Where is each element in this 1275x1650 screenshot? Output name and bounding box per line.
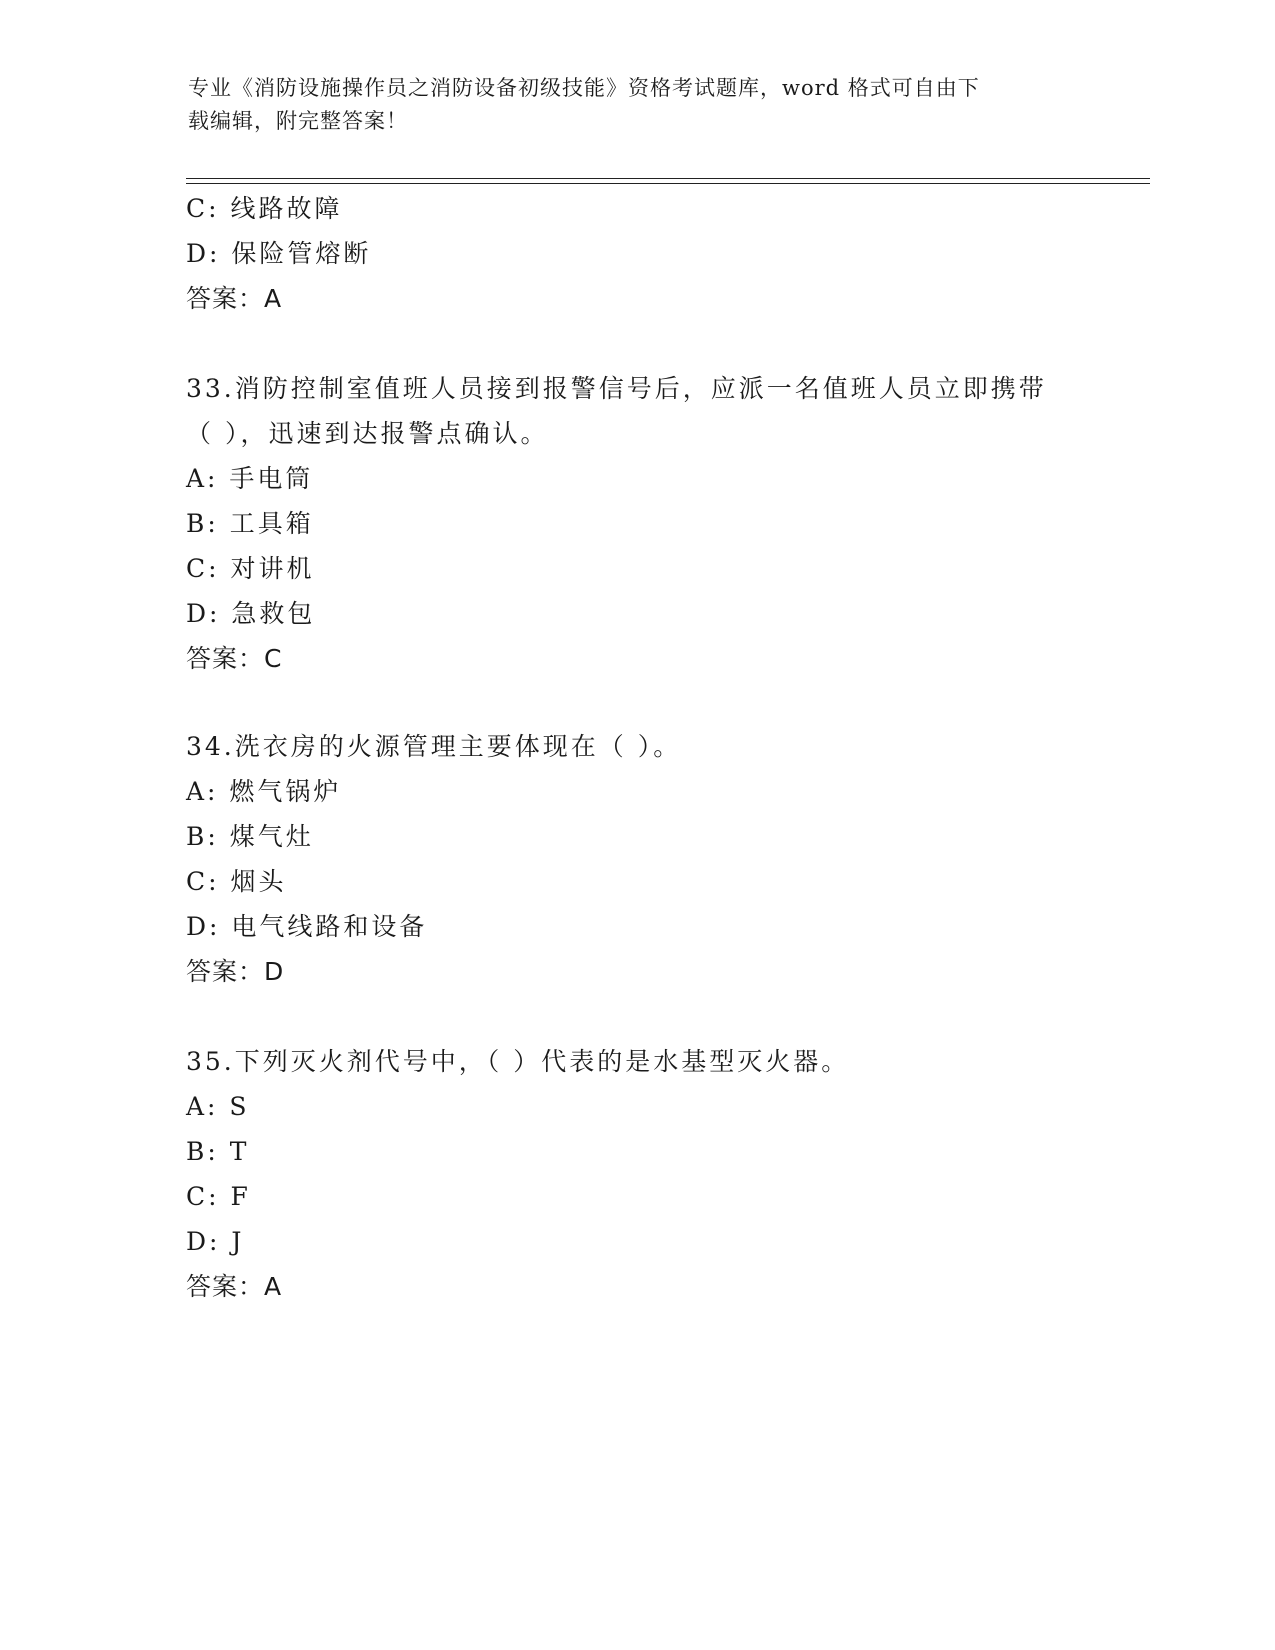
q33-answer: 答案：C [186, 644, 283, 673]
q35-option-a: A: S [186, 1092, 250, 1121]
q32-option-c: C: 线路故障 [186, 194, 343, 223]
q35-stem: 35.下列灭火剂代号中，（ ）代表的是水基型灭火器。 [186, 1047, 850, 1076]
q33-stem-line-2: （ ），迅速到达报警点确认。 [186, 419, 549, 448]
q33-option-d: D: 急救包 [186, 599, 316, 628]
header-divider-bottom [186, 183, 1150, 184]
q34-option-d: D: 电气线路和设备 [186, 912, 428, 941]
q34-option-c: C: 烟头 [186, 867, 287, 896]
q34-option-b: B: 煤气灶 [186, 822, 314, 851]
header-line-2: 载编辑，附完整答案！ [188, 109, 408, 133]
q33-option-b: B: 工具箱 [186, 509, 314, 538]
q35-option-b: B: T [186, 1137, 250, 1166]
q34-answer: 答案：D [186, 957, 285, 986]
q32-option-d: D: 保险管熔断 [186, 239, 372, 268]
header-divider-top [186, 178, 1150, 179]
header-line-1: 专业《消防设施操作员之消防设备初级技能》资格考试题库，word 格式可自由下 [188, 76, 980, 100]
q34-stem: 34.洗衣房的火源管理主要体现在（ ）。 [186, 732, 682, 761]
q35-answer: 答案：A [186, 1272, 283, 1301]
q34-option-a: A: 燃气锅炉 [186, 777, 342, 806]
q35-option-d: D: J [186, 1227, 245, 1256]
q32-answer: 答案：A [186, 284, 283, 313]
q33-option-a: A: 手电筒 [186, 464, 314, 493]
q35-option-c: C: F [186, 1182, 251, 1211]
q33-stem-line-1: 33.消防控制室值班人员接到报警信号后，应派一名值班人员立即携带 [186, 374, 1047, 403]
document-header [188, 72, 1068, 138]
q33-option-c: C: 对讲机 [186, 554, 315, 583]
